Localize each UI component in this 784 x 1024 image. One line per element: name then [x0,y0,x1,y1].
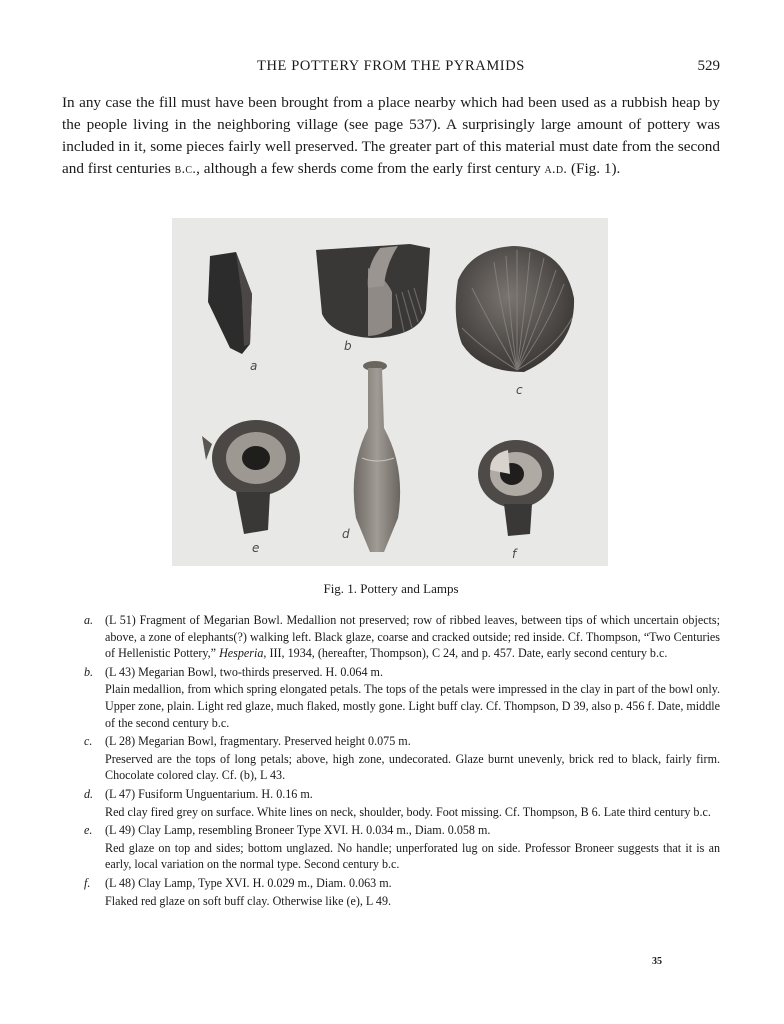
entry-head-text-post: , III, 1934, (hereafter, Thompson), C 24, and p. 457. Date, early second century b.c. [263,646,668,661]
pottery-illustration [172,218,608,566]
entry-head: (L 43) Megarian Bowl, two-thirds preserved. H. 0.064 m. [105,664,383,679]
bowl-b [316,244,430,338]
label-e: e [252,541,260,555]
entry-letter: a. [84,613,94,627]
intro-bc: b.c. [174,162,197,177]
entry-head-text: (L 51) Fragment of Megarian Bowl. Medallion not preserved; row of ribbed leaves, between tips of which uncertain objects; above, a zone of elephants(?) walking left. Black glaze, coarse and cracked outside; red inside. Cf. Thompson, “Two Centuries of Hellenistic Pottery,” [105,613,720,661]
label-a: a [250,359,258,373]
entry-letter: f. [84,875,91,890]
intro-text-1: In any case the fill must have been brought from a place nearby which had been used as a rubbish heap by the people living in the neighboring village (see page 537). A surprisingly large amount of pottery was included in it, some pieces fairly well preserved. The greater part of this material must date from the second and first centuries [62,94,720,177]
entry-letter: c. [84,734,93,749]
figure-caption: Fig. 1. Pottery and Lamps [323,581,459,596]
lamp-f [478,440,554,536]
entry-f [84,875,720,909]
label-b: b [344,339,352,353]
running-title: THE POTTERY FROM THE PYRAMIDS [257,58,525,74]
signature-folio: 35 [652,956,662,967]
catalogue-entries [84,612,720,911]
entry-letter: d. [84,786,94,801]
intro-text-2: , although a few sherds come from the early first century [196,160,545,177]
entry-c [84,733,720,784]
intro-ad: a.d. [544,162,568,177]
entry-head-italic: Hesperia [219,646,264,661]
entry-d [84,786,720,820]
entry-body: Preserved are the tops of long petals; above, high zone, undecorated. Glaze burnt unevenly, brick red to black, fairly firm. Chocolate colored clay. Cf. (b), L 43. [105,751,720,783]
fragment-a [208,252,252,354]
entry-letter: e. [84,823,93,838]
bowl-c [456,246,574,372]
entry-a [84,612,720,662]
entry-head: (L 48) Clay Lamp, Type XVI. H. 0.029 m., Diam. 0.063 m. [105,875,392,890]
intro-text-3: (Fig. 1). [567,160,621,177]
entry-head: (L 28) Megarian Bowl, fragmentary. Preserved height 0.075 m. [105,734,411,749]
lamp-e [202,420,300,534]
entry-head: (L 47) Fusiform Unguentarium. H. 0.16 m. [105,786,313,801]
label-d: d [342,527,350,541]
entry-head: (L 49) Clay Lamp, resembling Broneer Type XVI. H. 0.034 m., Diam. 0.058 m. [105,823,491,838]
entry-body: Red clay fired grey on surface. White lines on neck, shoulder, body. Foot missing. Cf. Thompson, B 6. Late third century b.c. [105,804,711,819]
entry-letter: b. [84,664,94,679]
label-c: c [516,383,523,397]
unguentarium-d [354,361,400,552]
entry-body: Plain medallion, from which spring elongated petals. The tops of the petals were impressed in the clay in part of the bowl only. Upper zone, plain. Light red glaze, much flaked, mostly gone. Light buff clay. Cf. Thompson, D 39, also p. 456 f. Date, middle of the second century b.c. [105,682,720,730]
entry-body: Red glaze on top and sides; bottom unglazed. No handle; unperforated lug on side. Professor Broneer suggests that it is an early, local variation on the normal type. Second century b.c. [105,840,720,872]
entry-head [84,612,720,662]
intro-paragraph [62,92,720,181]
page-number: 529 [697,58,720,74]
label-f: f [512,547,517,561]
entry-body: Flaked red glaze on soft buff clay. Otherwise like (e), L 49. [105,893,392,908]
entry-b [84,664,720,731]
entry-e [84,822,720,873]
running-head [62,58,720,80]
pottery-photograph [172,218,608,566]
